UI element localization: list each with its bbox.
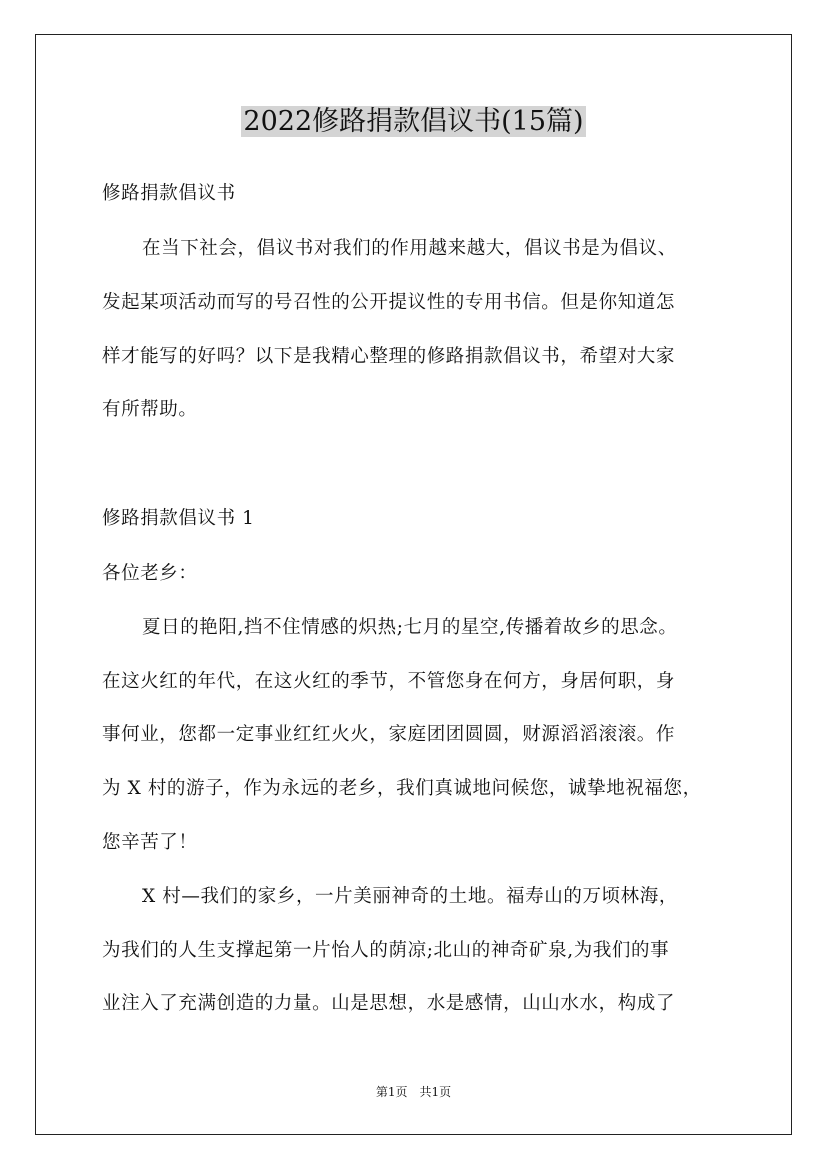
paragraph2-line: 业注入了充满创造的力量。山是思想，水是感情，山山水水，构成了 (102, 993, 676, 1014)
salutation: 各位老乡： (102, 563, 198, 584)
paragraph1-line: 事何业，您都一定事业红红火火，家庭团团圆圆，财源滔滔滚滚。作 (102, 724, 676, 745)
document-title (0, 100, 827, 144)
intro-line: 样才能写的好吗？以下是我精心整理的修路捐款倡议书，希望对大家 (102, 346, 676, 367)
document-title-text: 2022修路捐款倡议书(15篇) (243, 106, 584, 137)
paragraph1-line: 夏日的艳阳,挡不住情感的炽热;七月的星空,传播着故乡的思念。 (142, 617, 678, 638)
paragraph1-line: 在这火红的年代，在这火红的季节，不管您身在何方，身居何职，身 (102, 671, 676, 692)
paragraph1-line: 您辛苦了！ (102, 832, 198, 853)
intro-line: 有所帮助。 (102, 399, 198, 420)
intro-heading: 修路捐款倡议书 (102, 183, 236, 204)
paragraph2-line: X 村—我们的家乡，一片美丽神奇的土地。福寿山的万顷林海， (142, 886, 678, 907)
paragraph2-line: 为我们的人生支撑起第一片怡人的荫凉;北山的神奇矿泉,为我们的事 (102, 940, 670, 961)
section-heading: 修路捐款倡议书 1 (102, 508, 255, 529)
page-footer: 第1页 共1页 (375, 1085, 452, 1099)
paragraph1-line: 为 X 村的游子，作为永远的老乡，我们真诚地问候您，诚挚地祝福您， (102, 778, 702, 799)
intro-line: 在当下社会，倡议书对我们的作用越来越大，倡议书是为倡议、 (142, 238, 677, 259)
intro-line: 发起某项活动而写的号召性的公开提议性的专用书信。但是你知道怎 (102, 292, 676, 313)
